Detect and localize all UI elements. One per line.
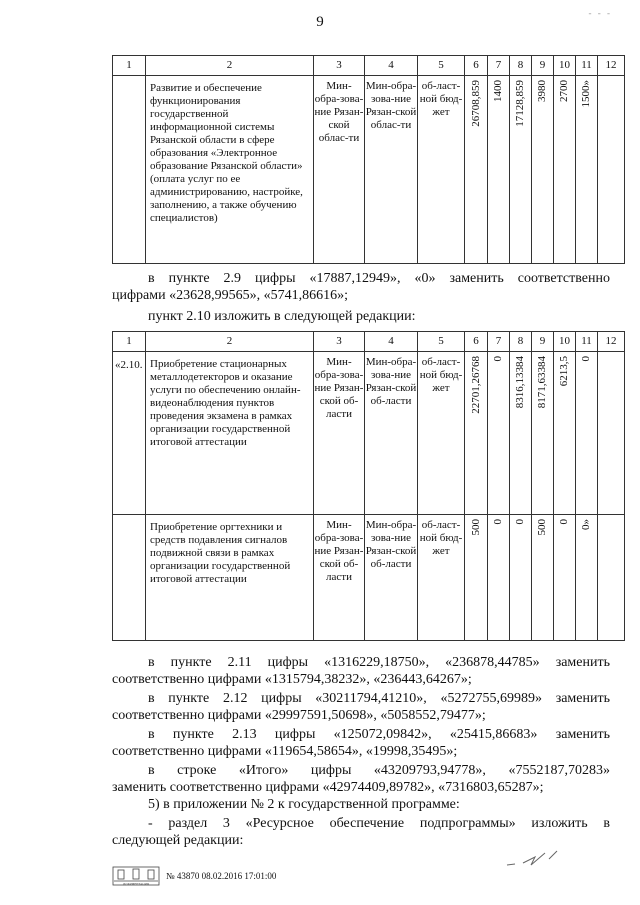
executor: Мин-обра-зова-ние Рязан-ской об-ласти (365, 515, 418, 641)
col-header: 6 (465, 56, 488, 76)
text-line: в пункте 2.13 цифры «125072,09842», «25415,86683» заменить (148, 727, 610, 742)
paragraph-appendix-2: 5) в приложении № 2 к государственной программе: (148, 797, 460, 812)
text-line: в пункте 2.12 цифры «30211794,41210», «5272755,69989» заменить (148, 691, 610, 706)
executor: Мин-обра-зова-ние Рязан-ской облас-ти (365, 76, 418, 264)
text-line: в пункте 2.11 цифры «1316229,18750», «236878,44785» заменить (148, 655, 610, 670)
amount-year: 1500» (580, 80, 592, 108)
col-header: 11 (576, 56, 598, 76)
col-header: 11 (576, 332, 598, 352)
page-number: 9 (316, 14, 324, 30)
col-header: 4 (365, 56, 418, 76)
col-header: 10 (554, 56, 576, 76)
table-header-row (113, 332, 625, 352)
paragraph-total-row (112, 762, 610, 796)
stray-mark: - - - (588, 8, 612, 18)
col-header: 6 (465, 332, 488, 352)
coordinator: Мин-обра-зова-ние Рязан-ской об-ласти (314, 352, 365, 515)
col-header: 2 (146, 56, 314, 76)
amount-year: 0 (558, 519, 570, 525)
table-row (113, 352, 625, 515)
paragraph-item-2-11 (112, 654, 610, 688)
col-header: 12 (598, 56, 625, 76)
col-header: 3 (314, 332, 365, 352)
budget-table-top (112, 55, 625, 264)
signature-mark (505, 845, 565, 873)
text-line: соответственно цифрами «119654,58654», «19998,35495»; (112, 744, 458, 759)
col-header: 1 (113, 332, 146, 352)
coordinator: Мин-обра-зова-ние Рязан-ской облас-ти (314, 76, 365, 264)
row-number: «2.10. (113, 352, 146, 515)
text-line: соответственно цифрами «1315794,38232», «236443,64267»; (112, 672, 472, 687)
empty-cell (598, 352, 625, 515)
row-number (113, 515, 146, 641)
text-line: соответственно цифрами «29997591,50698», «5058552,79477»; (112, 708, 486, 723)
amount-year: 3980 (536, 80, 548, 102)
col-header: 2 (146, 332, 314, 352)
paragraph-item-2-12 (112, 690, 610, 724)
amount-year: 0 (514, 519, 526, 525)
col-header: 8 (510, 56, 532, 76)
amount-year: 0 (492, 519, 504, 525)
col-header: 12 (598, 332, 625, 352)
text-line: заменить соответственно цифрами «42974409,89782», «7316803,65287»; (112, 780, 544, 795)
col-header: 4 (365, 332, 418, 352)
text-line: в строке «Итого» цифры «43209793,94778», «7552187,70283» (148, 763, 610, 778)
col-header: 5 (418, 332, 465, 352)
table-row (113, 515, 625, 641)
budget-table-item-2-10 (112, 331, 625, 641)
registration-stamp: № 43870 08.02.2016 17:01:00 (166, 871, 277, 881)
coordinator: Мин-обра-зова-ние Рязан-ской об-ласти (314, 515, 365, 641)
col-header: 3 (314, 56, 365, 76)
text-line: - раздел 3 «Ресурсное обеспечение подпрограммы» изложить в (148, 816, 610, 831)
empty-cell (598, 515, 625, 641)
text-line: следующей редакции: (112, 833, 244, 848)
empty-cell (598, 76, 625, 264)
col-header: 5 (418, 56, 465, 76)
amount-year: 0» (580, 519, 592, 530)
amount-year: 6213,5 (558, 356, 570, 387)
executor: Мин-обра-зова-ние Рязан-ской об-ласти (365, 352, 418, 515)
funding-source: об-ласт-ной бюд-жет (418, 76, 465, 264)
amount-year: 17128,859 (514, 80, 526, 127)
paragraph-item-2-9 (112, 270, 610, 304)
amount-year: 8171,63384 (536, 356, 548, 409)
amount-year: 1400 (492, 80, 504, 102)
registry-logo (112, 866, 160, 886)
row-number (113, 76, 146, 264)
paragraph-item-2-10-intro: пункт 2.10 изложить в следующей редакции: (148, 309, 416, 324)
paragraph-item-2-13 (112, 726, 610, 760)
registry-logo-caption: ДОКУМЕНТАЦИЯ (123, 882, 149, 886)
col-header: 10 (554, 332, 576, 352)
paragraph-section-3 (112, 815, 610, 849)
col-header: 8 (510, 332, 532, 352)
amount-year: 8316,13384 (514, 356, 526, 409)
amount-total: 22701,26768 (469, 356, 482, 414)
text-line: в пункте 2.9 цифры «17887,12949», «0» заменить соответственно (148, 271, 610, 286)
table-row (113, 76, 625, 264)
amount-year: 0 (492, 356, 504, 362)
funding-source: об-ласт-ной бюд-жет (418, 515, 465, 641)
measure-name: Приобретение стационарных металлодетекторов и оказание услуги по обеспечению онлайн-видеонаблюдения пунктов проведения экзамена в рамках организации государственной итоговой аттестации (146, 352, 314, 515)
table-header-row (113, 56, 625, 76)
col-header: 7 (488, 332, 510, 352)
measure-name: Приобретение оргтехники и средств подавления сигналов подвижной связи в рамках организации государственной итоговой аттестации (146, 515, 314, 641)
col-header: 7 (488, 56, 510, 76)
amount-total: 500 (469, 519, 482, 536)
text-line: цифрами «23628,99565», «5741,86616»; (112, 288, 349, 303)
amount-year: 0 (580, 356, 592, 362)
registration-footer (112, 866, 276, 886)
funding-source: об-ласт-ной бюд-жет (418, 352, 465, 515)
measure-name: Развитие и обеспечение функционирования государственной информационной системы Рязанской области в сфере образования «Электронное образование Рязанской области» (оплата услуг по ее администрированию, настройке, заполнению, а также обучению специалистов) (146, 76, 314, 264)
amount-year: 500 (536, 519, 548, 536)
col-header: 1 (113, 56, 146, 76)
col-header: 9 (532, 56, 554, 76)
amount-year: 2700 (558, 80, 570, 102)
amount-total: 26708,859 (469, 80, 482, 127)
col-header: 9 (532, 332, 554, 352)
